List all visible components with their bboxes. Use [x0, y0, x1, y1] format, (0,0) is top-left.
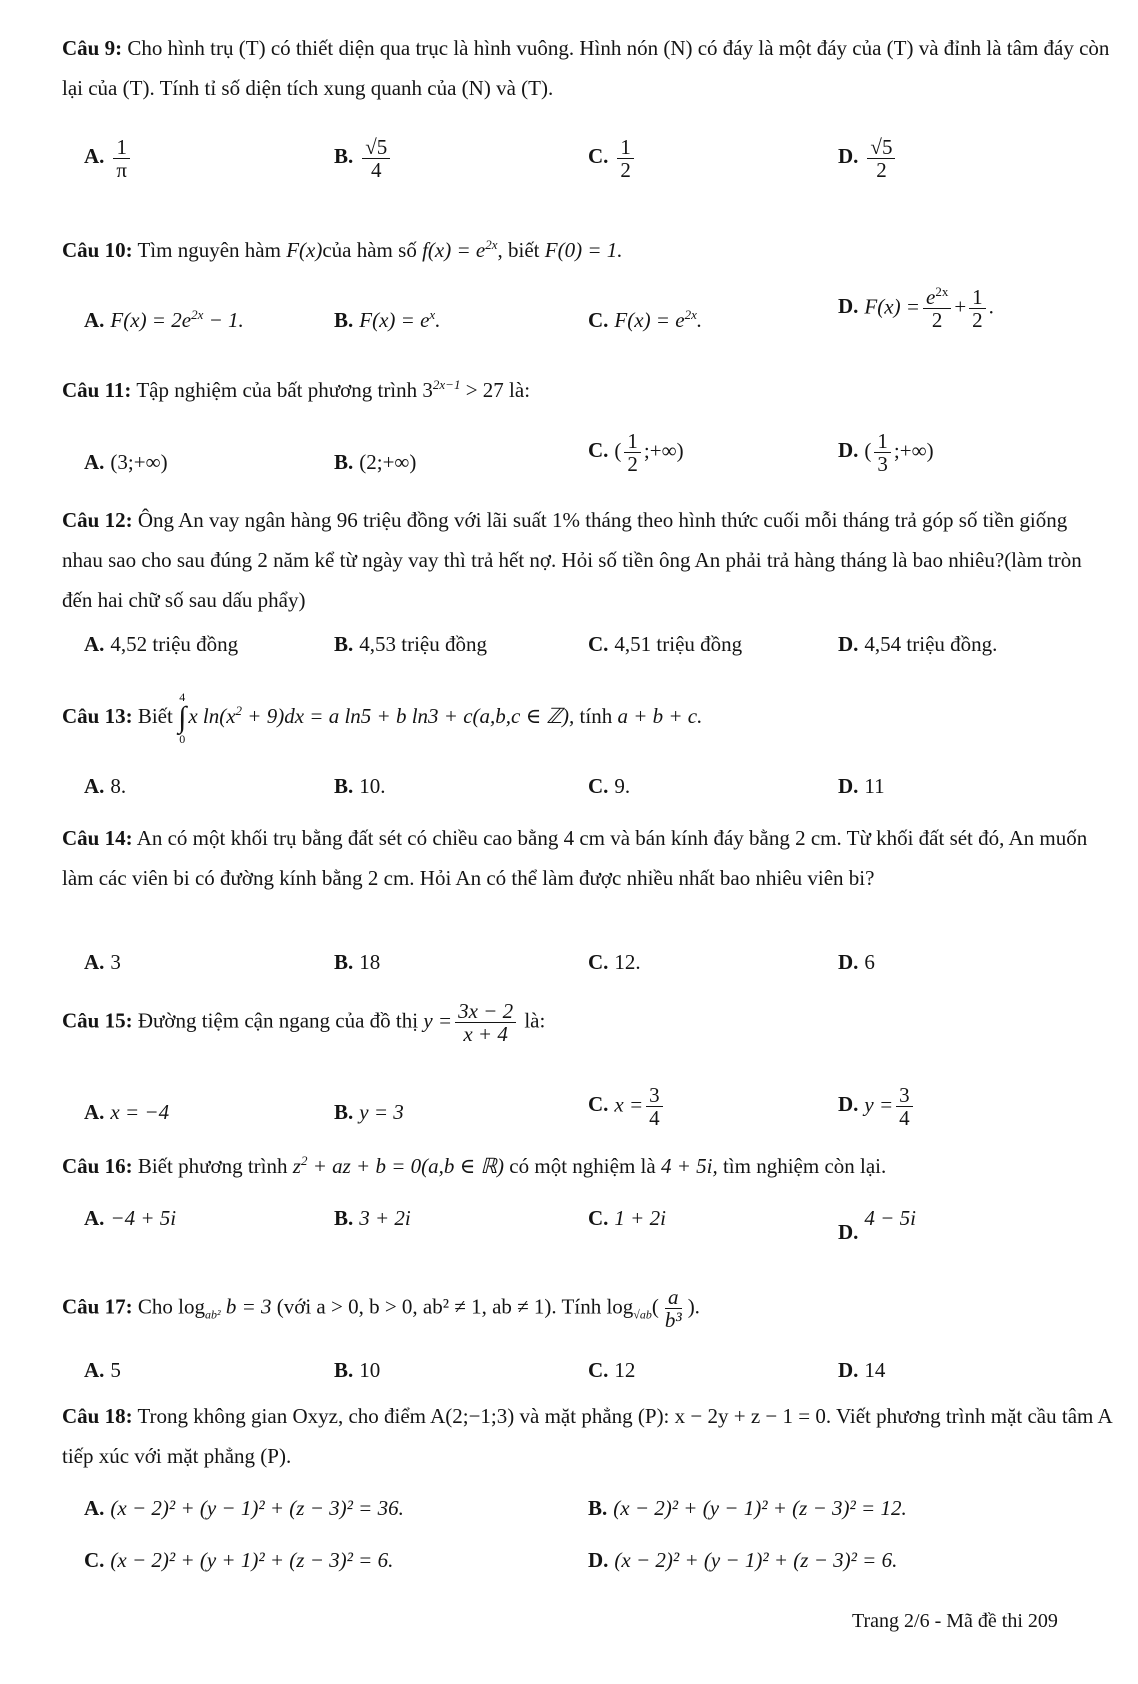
option-d[interactable]: D. 6 — [838, 950, 875, 974]
option-a[interactable]: A. −4 + 5i — [84, 1206, 177, 1230]
option-b[interactable]: B. $\frac{√5}{4}$ — [334, 136, 393, 181]
option-a[interactable]: A. 3 — [84, 950, 121, 974]
question-17: Câu 17: Cho $\log_{ab^2} b = 3$ (với a > 0, b > 0, ab² ≠ 1, ab ≠ 1). Tính $\log_{√ab}$( $\frac{a}{\text{b³}}$ ). A. 5 B. 10 C. 12 D. 14 — [62, 1286, 1112, 1331]
option-c[interactable]: C. $\frac{1}{2}$ — [588, 136, 637, 181]
option-a[interactable]: A. (x − 2)² + (y − 1)² + (z − 3)² = 36. — [84, 1496, 404, 1520]
question-10: Câu 10: Tìm nguyên hàm F(x)của hàm số $f(x) = e^{2x}$, biết F(0) = 1. A. $F(x) = 2e^{2x} - 1$. B. $F(x) = e^x$. C. $F(x) = e^{2x}$. D. F(x) = $\frac{e^{2x}}{2}$ + $\frac{1}{2}$ . — [62, 230, 1112, 270]
option-d[interactable]: D. ( $\frac{1}{3}$ ;+∞) — [838, 429, 934, 476]
option-b[interactable]: B. 4,53 triệu đồng — [334, 632, 487, 656]
option-b[interactable]: B. 18 — [334, 950, 381, 974]
option-b[interactable]: B. y = 3 — [334, 1100, 404, 1124]
option-b[interactable]: B. 3 + 2i — [334, 1206, 411, 1230]
option-c[interactable]: C. (x − 2)² + (y + 1)² + (z − 3)² = 6. — [84, 1548, 394, 1572]
option-d[interactable]: D. $\frac{√5}{2}$ — [838, 136, 898, 181]
option-d[interactable]: D. y = $\frac{3}{4}$ — [838, 1084, 916, 1129]
page-footer: Trang 2/6 - Mã đề thi 209 — [852, 1610, 1058, 1632]
option-a[interactable]: A. x = −4 — [84, 1100, 170, 1124]
option-b[interactable]: B. $F(x) = e^x$. — [334, 307, 441, 332]
option-c[interactable]: C. $F(x) = e^{2x}$. — [588, 307, 703, 332]
question-label: Câu 9: — [62, 36, 123, 60]
question-16: Câu 16: Biết phương trình $z^2$ + az + b = 0(a,b ∈ ℝ) có một nghiệm là 4 + 5i, tìm nghiệm còn lại. A. −4 + 5i B. 3 + 2i C. 1 + 2i D.4 − 5i — [62, 1153, 916, 1244]
question-12: Câu 12: Ông An vay ngân hàng 96 triệu đồng với lãi suất 1% tháng theo hình thức cuối mỗi tháng trả góp số tiền giống nhau sao cho sau đúng 2 năm kể từ ngày vay thì trả hết nợ. Hỏi số tiền ông An phải trả hàng tháng là bao nhiêu?(làm tròn đến hai chữ số sau dấu phẩy) A. 4,52 triệu đồng B. 4,53 triệu đồng C. 4,51 triệu đồng D. 4,54 triệu đồng. — [62, 500, 1112, 620]
option-c[interactable]: C. 12 — [588, 1358, 636, 1382]
option-a[interactable]: A. (3;+∞) — [84, 450, 168, 474]
option-c[interactable]: C. x = $\frac{3}{4}$ — [588, 1084, 666, 1129]
option-d[interactable]: D. 4,54 triệu đồng. — [838, 632, 998, 656]
option-a[interactable]: A. $F(x) = 2e^{2x} - 1$. — [84, 307, 244, 332]
option-c[interactable]: C. 9. — [588, 774, 631, 798]
option-b[interactable]: B. (2;+∞) — [334, 450, 417, 474]
option-d[interactable]: D. 11 — [838, 774, 885, 798]
question-18: Câu 18: Trong không gian Oxyz, cho điểm A(2;−1;3) và mặt phẳng (P): x − 2y + z − 1 = 0. Viết phương trình mặt cầu tâm A tiếp xúc với mặt phẳng (P). A. (x − 2)² + (y − 1)² + (z − 3)² = 36. B. (x − 2)² + (y − 1)² + (z − 3)² = 12. C. (x − 2)² + (y + 1)² + (z − 3)² = 6. D. (x − 2)² + (y − 1)² + (z − 3)² = 6. — [62, 1396, 1112, 1476]
option-b[interactable]: B. (x − 2)² + (y − 1)² + (z − 3)² = 12. — [588, 1496, 907, 1520]
option-a[interactable]: A. 5 — [84, 1358, 121, 1382]
question-9 — [62, 28, 1112, 182]
integral-sign: 4 ∫ 0 — [178, 690, 187, 746]
question-15: Câu 15: Đường tiệm cận ngang của đồ thị y = $\frac{3x - 2}{x + 4}$ là: A. x = −4 B. y = 3 C. x = $\frac{3}{4}$ D. y = $\frac{3}{4}$ — [62, 1000, 1112, 1045]
option-c[interactable]: C. 12. — [588, 950, 641, 974]
option-d[interactable]: D. F(x) = $\frac{e^{2x}}{2}$ + $\frac{1}{2}$ . — [838, 284, 994, 332]
option-d[interactable]: D. (x − 2)² + (y − 1)² + (z − 3)² = 6. — [588, 1548, 898, 1572]
option-c[interactable]: C. 4,51 triệu đồng — [588, 632, 743, 656]
option-c[interactable]: C. ( $\frac{1}{2}$ ;+∞) — [588, 429, 684, 476]
option-d[interactable]: D.4 − 5i — [838, 1206, 916, 1244]
option-a[interactable]: A. $\frac{1}{\pi}$ — [84, 136, 133, 181]
option-d[interactable]: D. 14 — [838, 1358, 886, 1382]
option-c[interactable]: C. 1 + 2i — [588, 1206, 666, 1230]
option-a[interactable]: A. 8. — [84, 774, 127, 798]
question-14: Câu 14: An có một khối trụ bằng đất sét có chiều cao bằng 4 cm và bán kính đáy bằng 2 cm. Từ khối đất sét đó, An muốn làm các viên bi có đường kính bằng 2 cm. Hỏi An có thể làm được nhiều nhất bao nhiêu viên bi? A. 3 B. 18 C. 12. D. 6 — [62, 818, 1112, 898]
question-11: Câu 11: Tập nghiệm của bất phương trình $3^{2x-1} > 27$ là: A. (3;+∞) B. (2;+∞) C. ( $\frac{1}{2}$ ;+∞) D. ( $\frac{1}{3}$ ;+∞) — [62, 370, 1112, 410]
option-b[interactable]: B. 10. — [334, 774, 386, 798]
question-13: Câu 13: Biết 4 ∫ 0 x $\ln(x^2 + 9)dx = a$ ln5 + b ln3 + c(a,b,c ∈ ℤ), tính a + b + c. A. 8. B. 10. C. 9. D. 11 — [62, 690, 1112, 746]
question-stem: Cho hình trụ (T) có thiết diện qua trục là hình vuông. Hình nón (N) có đáy là một đáy của (T) và đỉnh là tâm đáy còn lại của (T). Tính tỉ số diện tích xung quanh của (N) và (T). — [62, 36, 1110, 100]
option-b[interactable]: B. 10 — [334, 1358, 381, 1382]
option-a[interactable]: A. 4,52 triệu đồng — [84, 632, 239, 656]
